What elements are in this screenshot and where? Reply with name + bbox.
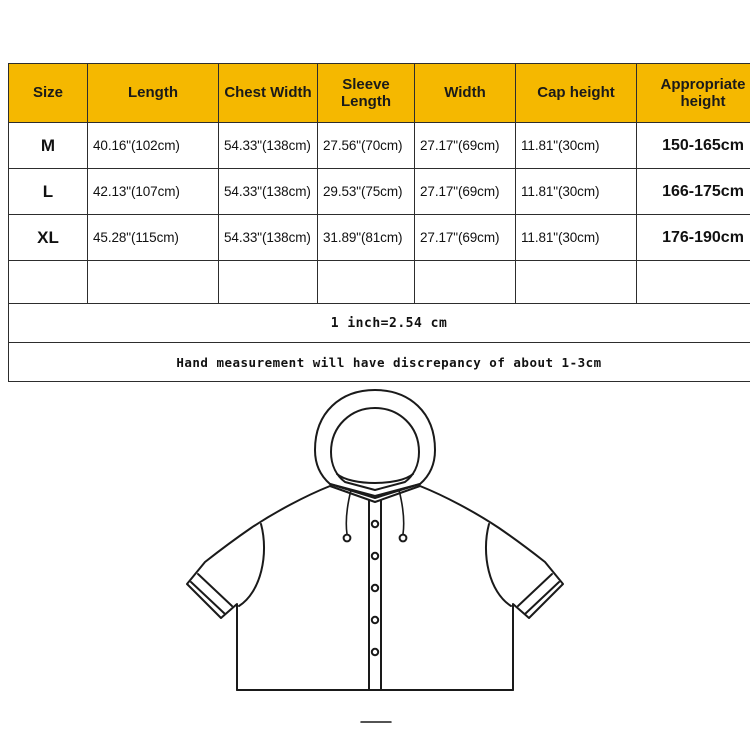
empty-cell [88,261,219,304]
table-row [9,169,750,215]
note-row-discrepancy [9,343,750,382]
cell-length: 40.16"(102cm) [88,123,219,169]
empty-cell [516,261,637,304]
size-table-header [9,64,750,123]
cell-appropriate-height: 166-175cm [637,169,750,215]
raincoat-line-drawing-icon [165,378,585,738]
empty-cell [637,261,750,304]
cell-sleeve-length: 29.53"(75cm) [318,169,415,215]
header-size: Size [9,64,88,123]
cell-chest-width: 54.33"(138cm) [219,215,318,261]
size-table-body [9,123,750,382]
cell-width: 27.17"(69cm) [415,215,516,261]
size-table [8,63,750,382]
cell-width: 27.17"(69cm) [415,123,516,169]
empty-cell [318,261,415,304]
cell-appropriate-height: 150-165cm [637,123,750,169]
header-appropriate-height: Appropriate height [637,64,750,123]
header-cap-height: Cap height [516,64,637,123]
cell-length: 45.28"(115cm) [88,215,219,261]
cell-chest-width: 54.33"(138cm) [219,123,318,169]
cell-cap-height: 11.81"(30cm) [516,123,637,169]
raincoat-illustration [0,378,750,750]
note-measurement-discrepancy: Hand measurement will have discrepancy of about 1-3cm [9,343,750,382]
cell-appropriate-height: 176-190cm [637,215,750,261]
header-sleeve-length: Sleeve Length [318,64,415,123]
cell-sleeve-length: 31.89"(81cm) [318,215,415,261]
table-row [9,215,750,261]
empty-cell [415,261,516,304]
cell-chest-width: 54.33"(138cm) [219,169,318,215]
table-row [9,123,750,169]
cell-length: 42.13"(107cm) [88,169,219,215]
cell-size: L [9,169,88,215]
cell-sleeve-length: 27.56"(70cm) [318,123,415,169]
header-row [9,64,750,123]
size-table-container [8,63,746,382]
cell-width: 27.17"(69cm) [415,169,516,215]
cell-size: XL [9,215,88,261]
empty-cell [9,261,88,304]
header-width: Width [415,64,516,123]
cell-size: M [9,123,88,169]
note-row-conversion [9,304,750,343]
cell-cap-height: 11.81"(30cm) [516,169,637,215]
note-inch-conversion: 1 inch=2.54 cm [9,304,750,343]
cell-cap-height: 11.81"(30cm) [516,215,637,261]
empty-cell [219,261,318,304]
header-length: Length [88,64,219,123]
header-chest-width: Chest Width [219,64,318,123]
table-row-empty [9,261,750,304]
